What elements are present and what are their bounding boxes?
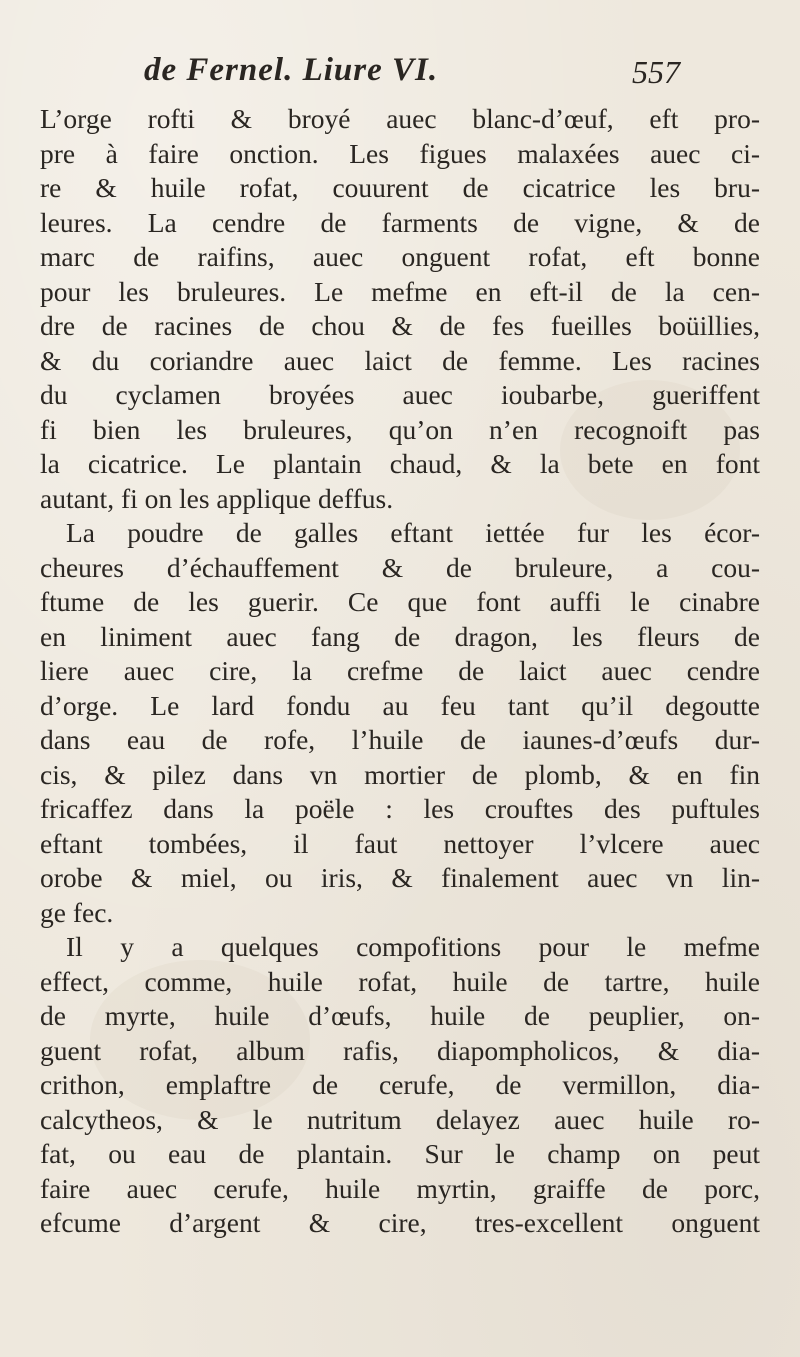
text-line: re & huile rofat, couurent de cicatrice les bru- (40, 172, 760, 203)
text-line: de myrte, huile d’œufs, huile de peuplier, on- (40, 1000, 760, 1031)
text-line: faire auec cerufe, huile myrtin, graiffe de porc, (40, 1172, 760, 1204)
text-line: crithon, emplaftre de cerufe, de vermillon, dia- (40, 1069, 760, 1100)
text-line: & du coriandre auec laict de femme. Les racines (40, 344, 760, 376)
text-line: La poudre de galles eftant iettée fur les écor- (66, 517, 760, 548)
text-line: ge fec. (40, 896, 114, 928)
text-line: liere auec cire, la crefme de laict auec cendre (40, 655, 760, 686)
text-line: en liniment auec fang de dragon, les fleurs de (40, 620, 760, 652)
text-line: ftume de les guerir. Ce que font auffi le cinabre (40, 586, 760, 617)
text-line: la cicatrice. Le plantain chaud, & la bete en font (40, 448, 760, 479)
text-line: efcume d’argent & cire, tres-excellent onguent (40, 1207, 760, 1238)
page-number: 557 (632, 54, 680, 90)
text-line: guent rofat, album rafis, diapompholicos, & dia- (40, 1034, 760, 1066)
text-line: pour les bruleures. Le mefme en eft-il de la cen- (40, 275, 760, 307)
text-line: calcytheos, & le nutritum delayez auec huile ro- (40, 1103, 760, 1135)
text-line: eftant tombées, il faut nettoyer l’vlcere auec (40, 827, 760, 859)
text-line: pre à faire onction. Les figues malaxées auec ci- (40, 137, 760, 169)
text-line: fat, ou eau de plantain. Sur le champ on peut (40, 1138, 760, 1169)
text-line: marc de raifins, auec onguent rofat, eft bonne (40, 241, 760, 272)
text-line: fricaffez dans la poële : les crouftes des puftules (40, 793, 760, 824)
running-head: de Fernel. Liure VI. (144, 52, 439, 88)
text-line: dans eau de rofe, l’huile de iaunes-d’œufs dur- (40, 724, 760, 755)
text-line: Il y a quelques compofitions pour le mefme (66, 931, 760, 962)
text-line: L’orge rofti & broyé auec blanc-d’œuf, eft pro- (40, 103, 760, 134)
text-line: cis, & pilez dans vn mortier de plomb, & en fin (40, 758, 760, 790)
text-line: effect, comme, huile rofat, huile de tartre, huile (40, 965, 760, 997)
text-line: cheures d’échauffement & de bruleure, a cou- (40, 551, 760, 583)
text-line: dre de racines de chou & de fes fueilles boüillies, (40, 310, 760, 341)
text-line: d’orge. Le lard fondu au feu tant qu’il degoutte (40, 689, 760, 721)
text-line: leures. La cendre de farments de vigne, & de (40, 206, 760, 238)
text-line: orobe & miel, ou iris, & finalement auec vn lin- (40, 862, 760, 893)
text-line: fi bien les bruleures, qu’on n’en recognoift pas (40, 413, 760, 445)
body-text (40, 102, 760, 1241)
text-line: autant, fi on les applique deffus. (40, 482, 394, 514)
text-line: du cyclamen broyées auec ioubarbe, gueriffent (40, 379, 760, 410)
page-header (120, 52, 680, 102)
